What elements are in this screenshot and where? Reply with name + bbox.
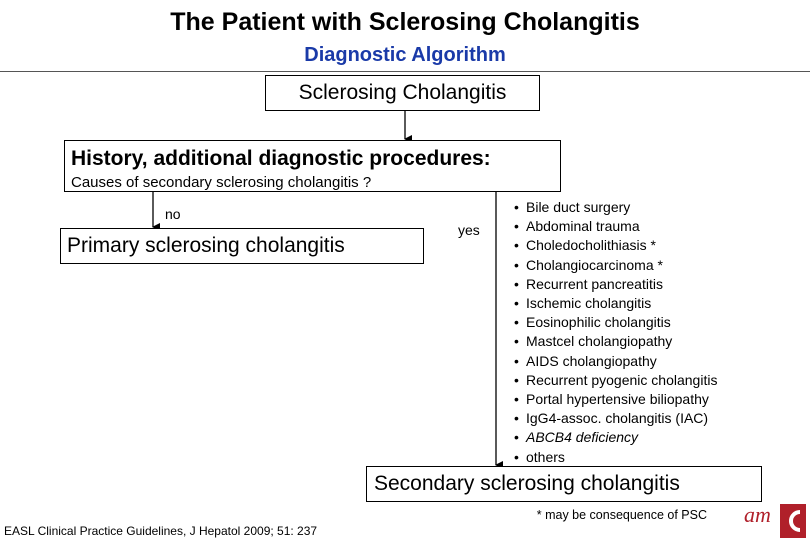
list-item: • AIDS cholangiopathy: [514, 352, 717, 371]
logo-text: am: [744, 502, 771, 527]
bullet-icon: •: [514, 237, 519, 254]
bullet-icon: •: [514, 429, 519, 446]
history-box: [64, 140, 561, 192]
slide-subtitle: Diagnostic Algorithm: [304, 44, 506, 66]
primary-box: Primary sclerosing cholangitis: [60, 228, 424, 264]
list-item: • Portal hypertensive biliopathy: [514, 390, 717, 409]
causes-list: [514, 198, 717, 467]
slide-title: The Patient with Sclerosing Cholangitis: [170, 8, 640, 36]
list-item: • Choledocholithiasis *: [514, 236, 717, 255]
bullet-icon: •: [514, 314, 519, 331]
footnote: * may be consequence of PSC: [536, 508, 707, 522]
list-item: • Ischemic cholangitis: [514, 294, 717, 313]
bullet-icon: •: [514, 410, 519, 427]
list-item: • ABCB4 deficiency: [514, 428, 717, 447]
branch-no-label: no: [165, 206, 181, 222]
history-heading: History, additional diagnostic procedures:: [71, 147, 491, 170]
list-item: • IgG4-assoc. cholangitis (IAC): [514, 409, 717, 428]
history-question: Causes of secondary sclerosing cholangitis ?: [71, 174, 372, 191]
bullet-icon: •: [514, 256, 519, 273]
start-box: Sclerosing Cholangitis: [265, 75, 540, 111]
list-item: • others: [514, 448, 717, 467]
secondary-box: Secondary sclerosing cholangitis: [366, 466, 762, 502]
bullet-icon: •: [514, 391, 519, 408]
bullet-icon: •: [514, 371, 519, 388]
list-item: • Bile duct surgery: [514, 198, 717, 217]
amc-logo: [744, 500, 806, 538]
logo-block: [780, 504, 806, 538]
bullet-icon: •: [514, 333, 519, 350]
list-item: • Abdominal trauma: [514, 217, 717, 236]
bullet-icon: •: [514, 218, 519, 235]
bullet-icon: •: [514, 295, 519, 312]
list-item: • Eosinophilic cholangitis: [514, 313, 717, 332]
list-item: • Mastcel cholangiopathy: [514, 332, 717, 351]
citation: EASL Clinical Practice Guidelines, J Hepatol 2009; 51: 237: [4, 524, 318, 538]
bullet-icon: •: [514, 352, 519, 369]
bullet-icon: •: [514, 275, 519, 292]
list-item: • Recurrent pancreatitis: [514, 275, 717, 294]
branch-yes-label: yes: [458, 222, 480, 238]
bullet-icon: •: [514, 448, 519, 465]
list-item: • Recurrent pyogenic cholangitis: [514, 371, 717, 390]
bullet-icon: •: [514, 199, 519, 215]
list-item: • Cholangiocarcinoma *: [514, 256, 717, 275]
